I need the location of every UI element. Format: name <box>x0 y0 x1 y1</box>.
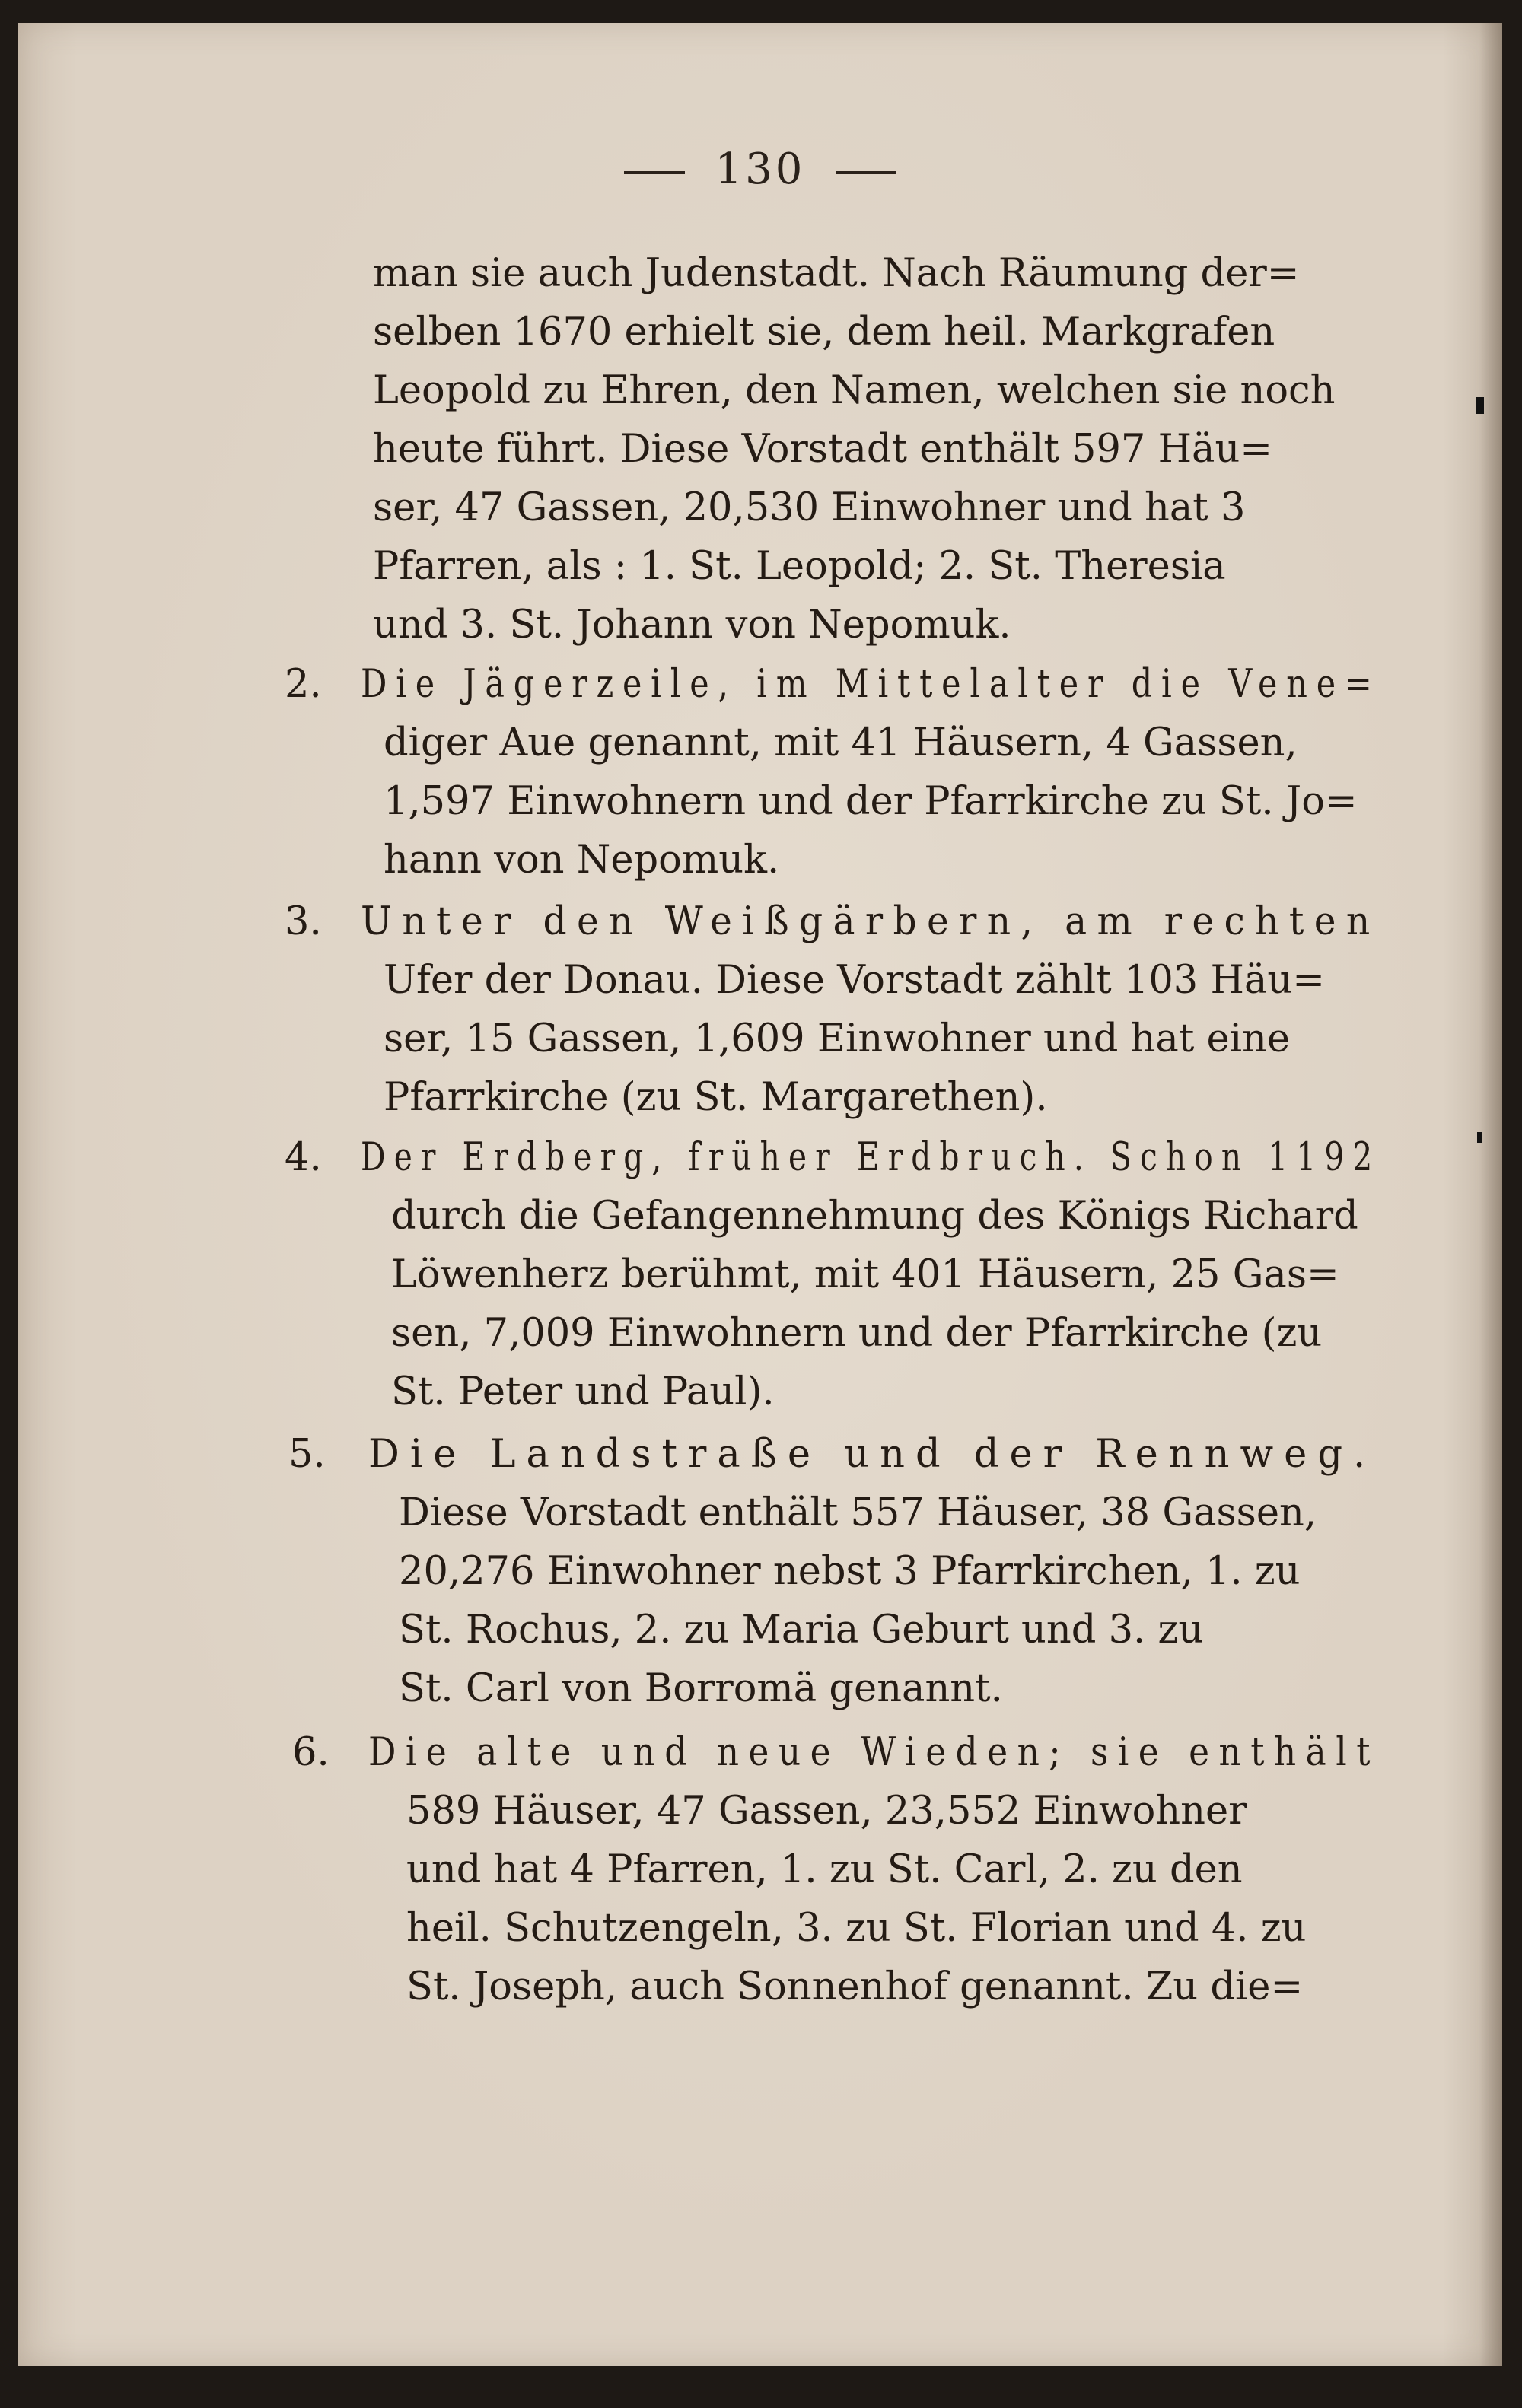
header-dash-left <box>624 171 685 174</box>
text-line: 589 Häuser, 47 Gassen, 23,552 Einwohner <box>406 1789 1247 1834</box>
item-number-6: 6. <box>292 1730 330 1775</box>
item-number-5: 5. <box>288 1432 326 1477</box>
page-header <box>18 145 1502 194</box>
header-dash-right <box>836 171 896 174</box>
text-line: Die alte und neue Wieden; sie enthält <box>368 1730 1380 1775</box>
text-line: St. Carl von Borromä genannt. <box>399 1666 1003 1711</box>
margin-ink-mark <box>1477 1132 1482 1143</box>
item-number-3: 3. <box>285 899 322 944</box>
text-line: man sie auch Judenstadt. Nach Räumung der= <box>373 251 1300 296</box>
text-line: Ufer der Donau. Diese Vorstadt zählt 103 Häu= <box>384 958 1325 1003</box>
text-line: Unter den Weißgärbern, am rechten <box>361 899 1380 944</box>
margin-ink-mark <box>1476 397 1484 414</box>
text-line: und 3. St. Johann von Nepomuk. <box>373 603 1011 647</box>
text-line: St. Rochus, 2. zu Maria Geburt und 3. zu <box>399 1608 1204 1653</box>
page-number: 130 <box>715 145 806 194</box>
text-line: Der Erdberg, früher Erdbruch. Schon 1192 <box>361 1135 1381 1180</box>
text-line: St. Peter und Paul). <box>391 1369 775 1414</box>
page-edge-shadow <box>1479 23 1502 2366</box>
text-line: Pfarren, als : 1. St. Leopold; 2. St. Theresia <box>373 544 1226 589</box>
text-line: 1,597 Einwohnern und der Pfarrkirche zu St. Jo= <box>384 779 1358 824</box>
text-line: heil. Schutzengeln, 3. zu St. Florian und 4. zu <box>406 1906 1307 1951</box>
text-line: Pfarrkirche (zu St. Margarethen). <box>384 1075 1048 1120</box>
text-line: ser, 15 Gassen, 1,609 Einwohner und hat eine <box>384 1016 1291 1061</box>
item-number-4: 4. <box>285 1135 322 1180</box>
text-line: heute führt. Diese Vorstadt enthält 597 Häu= <box>373 427 1273 472</box>
text-line: sen, 7,009 Einwohnern und der Pfarrkirche (zu <box>391 1311 1323 1356</box>
text-line: Die Jägerzeile, im Mittelalter die Vene= <box>361 662 1381 707</box>
text-line: Diese Vorstadt enthält 557 Häuser, 38 Gassen, <box>399 1490 1317 1535</box>
text-line: St. Joseph, auch Sonnenhof genannt. Zu die= <box>406 1964 1304 2009</box>
text-line: ser, 47 Gassen, 20,530 Einwohner und hat 3 <box>373 485 1246 530</box>
text-line: Die Landstraße und der Rennweg. <box>368 1432 1377 1477</box>
book-page <box>18 23 1502 2366</box>
text-line: 20,276 Einwohner nebst 3 Pfarrkirchen, 1. zu <box>399 1549 1301 1594</box>
text-line: Leopold zu Ehren, den Namen, welchen sie noch <box>373 368 1336 413</box>
text-line: diger Aue genannt, mit 41 Häusern, 4 Gassen, <box>384 720 1298 765</box>
text-line: Löwenherz berühmt, mit 401 Häusern, 25 Gas= <box>391 1252 1339 1297</box>
text-line: und hat 4 Pfarren, 1. zu St. Carl, 2. zu den <box>406 1847 1243 1892</box>
text-line: selben 1670 erhielt sie, dem heil. Markgrafen <box>373 310 1275 355</box>
item-number-2: 2. <box>285 662 322 707</box>
text-line: durch die Gefangennehmung des Königs Richard <box>391 1194 1358 1239</box>
text-line: hann von Nepomuk. <box>384 838 780 883</box>
